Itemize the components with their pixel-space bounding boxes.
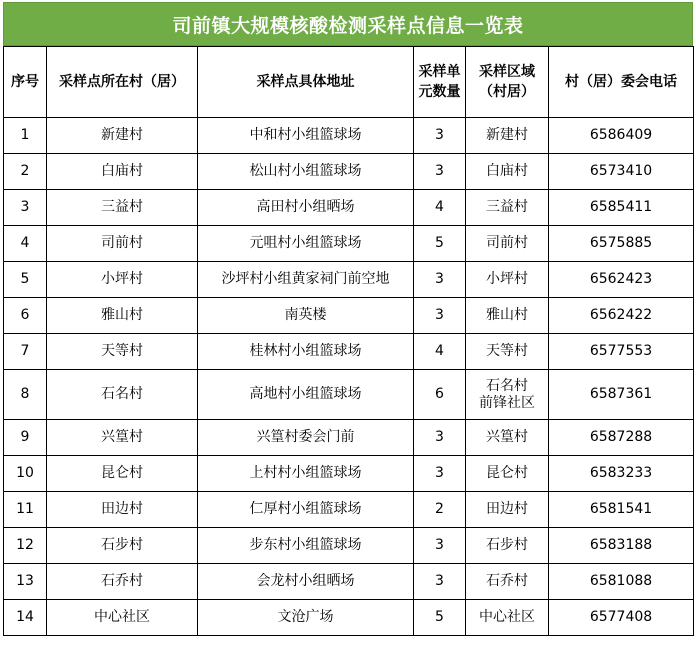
- cell-units: 3: [414, 456, 466, 492]
- cell-village: 兴篁村: [47, 420, 198, 456]
- cell-units: 4: [414, 334, 466, 370]
- cell-area: [466, 492, 549, 528]
- cell-village: 天等村: [47, 334, 198, 370]
- header-row: [4, 47, 694, 118]
- cell-address: 兴篁村委会门前: [198, 420, 414, 456]
- cell-area: [466, 528, 549, 564]
- cell-village: 新建村: [47, 118, 198, 154]
- cell-units: 4: [414, 190, 466, 226]
- cell-village: 石步村: [47, 528, 198, 564]
- table-row: [4, 262, 694, 298]
- cell-phone: 6587361: [549, 370, 694, 420]
- cell-address: 沙坪村小组黄家祠门前空地: [198, 262, 414, 298]
- cell-units: 3: [414, 420, 466, 456]
- cell-area: [466, 190, 549, 226]
- cell-address: 南英楼: [198, 298, 414, 334]
- table-row: [4, 190, 694, 226]
- cell-area-line: 中心社区: [479, 609, 535, 625]
- cell-seq: 1: [4, 118, 47, 154]
- cell-units: 6: [414, 370, 466, 420]
- sampling-site-sheet: [3, 2, 693, 636]
- cell-phone: 6586409: [549, 118, 694, 154]
- cell-seq: 10: [4, 456, 47, 492]
- cell-units: 3: [414, 154, 466, 190]
- header-phone: 村（居）委会电话: [549, 47, 694, 118]
- cell-address: 桂林村小组篮球场: [198, 334, 414, 370]
- cell-area: [466, 564, 549, 600]
- cell-address: 松山村小组篮球场: [198, 154, 414, 190]
- cell-area: [466, 154, 549, 190]
- table-row: [4, 370, 694, 420]
- header-address: 采样点具体地址: [198, 47, 414, 118]
- cell-area: [466, 226, 549, 262]
- table-row: [4, 154, 694, 190]
- cell-address: 会龙村小组晒场: [198, 564, 414, 600]
- cell-address: 高地村小组篮球场: [198, 370, 414, 420]
- cell-units: 2: [414, 492, 466, 528]
- cell-area: [466, 334, 549, 370]
- cell-area: [466, 118, 549, 154]
- header-area-line2: （村居）: [479, 84, 535, 100]
- cell-area: [466, 262, 549, 298]
- cell-seq: 7: [4, 334, 47, 370]
- cell-seq: 3: [4, 190, 47, 226]
- cell-units: 5: [414, 600, 466, 636]
- cell-seq: 14: [4, 600, 47, 636]
- cell-village: 雅山村: [47, 298, 198, 334]
- cell-village: 田边村: [47, 492, 198, 528]
- table-row: [4, 298, 694, 334]
- sampling-site-table: [3, 46, 694, 636]
- table-body: [4, 118, 694, 636]
- cell-area: [466, 370, 549, 420]
- table-row: [4, 600, 694, 636]
- cell-phone: 6583188: [549, 528, 694, 564]
- cell-area-line: 兴篁村: [486, 429, 528, 445]
- header-village: 采样点所在村（居）: [47, 47, 198, 118]
- cell-area-line: 石乔村: [486, 573, 528, 589]
- cell-units: 3: [414, 262, 466, 298]
- cell-village: 昆仑村: [47, 456, 198, 492]
- cell-phone: 6585411: [549, 190, 694, 226]
- cell-area-line: 田边村: [486, 501, 528, 517]
- cell-address: 高田村小组晒场: [198, 190, 414, 226]
- cell-village: 白庙村: [47, 154, 198, 190]
- table-row: [4, 420, 694, 456]
- cell-seq: 6: [4, 298, 47, 334]
- cell-address: 文沧广场: [198, 600, 414, 636]
- cell-seq: 12: [4, 528, 47, 564]
- cell-units: 3: [414, 564, 466, 600]
- cell-area-line: 石名村: [486, 377, 528, 394]
- cell-seq: 2: [4, 154, 47, 190]
- cell-village: 小坪村: [47, 262, 198, 298]
- cell-units: 3: [414, 298, 466, 334]
- cell-units: 3: [414, 528, 466, 564]
- table-row: [4, 226, 694, 262]
- cell-units: 3: [414, 118, 466, 154]
- cell-phone: 6583233: [549, 456, 694, 492]
- sheet-title: 司前镇大规模核酸检测采样点信息一览表: [3, 2, 693, 46]
- cell-area-line: 天等村: [486, 343, 528, 359]
- cell-units: 5: [414, 226, 466, 262]
- cell-area-line: 新建村: [486, 127, 528, 143]
- cell-village: 三益村: [47, 190, 198, 226]
- cell-address: 仁厚村小组篮球场: [198, 492, 414, 528]
- cell-area: [466, 420, 549, 456]
- cell-address: 步东村小组篮球场: [198, 528, 414, 564]
- cell-area-line: 前锋社区: [479, 394, 535, 411]
- table-row: [4, 564, 694, 600]
- header-area-line1: 采样区域: [479, 64, 535, 80]
- cell-area: [466, 600, 549, 636]
- table-row: [4, 528, 694, 564]
- header-seq: 序号: [4, 47, 47, 118]
- cell-phone: 6577408: [549, 600, 694, 636]
- header-units: [414, 47, 466, 118]
- cell-phone: 6562423: [549, 262, 694, 298]
- header-units-line2: 元数量: [418, 84, 461, 100]
- cell-seq: 13: [4, 564, 47, 600]
- cell-village: 石乔村: [47, 564, 198, 600]
- cell-area: [466, 298, 549, 334]
- cell-area-line: 雅山村: [486, 307, 528, 323]
- cell-area-line: 司前村: [486, 235, 528, 251]
- table-row: [4, 334, 694, 370]
- cell-phone: 6575885: [549, 226, 694, 262]
- header-units-line1: 采样单: [418, 64, 461, 80]
- cell-area: [466, 456, 549, 492]
- cell-phone: 6587288: [549, 420, 694, 456]
- cell-seq: 11: [4, 492, 47, 528]
- cell-phone: 6581541: [549, 492, 694, 528]
- cell-phone: 6562422: [549, 298, 694, 334]
- table-row: [4, 456, 694, 492]
- cell-area-line: 小坪村: [486, 271, 528, 287]
- cell-seq: 4: [4, 226, 47, 262]
- cell-phone: 6581088: [549, 564, 694, 600]
- cell-village: 中心社区: [47, 600, 198, 636]
- cell-address: 上村村小组篮球场: [198, 456, 414, 492]
- cell-seq: 9: [4, 420, 47, 456]
- table-row: [4, 118, 694, 154]
- cell-phone: 6577553: [549, 334, 694, 370]
- cell-area-line: 白庙村: [486, 163, 528, 179]
- table-row: [4, 492, 694, 528]
- cell-address: 中和村小组篮球场: [198, 118, 414, 154]
- cell-village: 石名村: [47, 370, 198, 420]
- cell-village: 司前村: [47, 226, 198, 262]
- cell-area-line: 石步村: [486, 537, 528, 553]
- cell-seq: 5: [4, 262, 47, 298]
- cell-address: 元咀村小组篮球场: [198, 226, 414, 262]
- header-area: [466, 47, 549, 118]
- cell-area-line: 昆仑村: [486, 465, 528, 481]
- cell-area-line: 三益村: [486, 199, 528, 215]
- cell-phone: 6573410: [549, 154, 694, 190]
- cell-seq: 8: [4, 370, 47, 420]
